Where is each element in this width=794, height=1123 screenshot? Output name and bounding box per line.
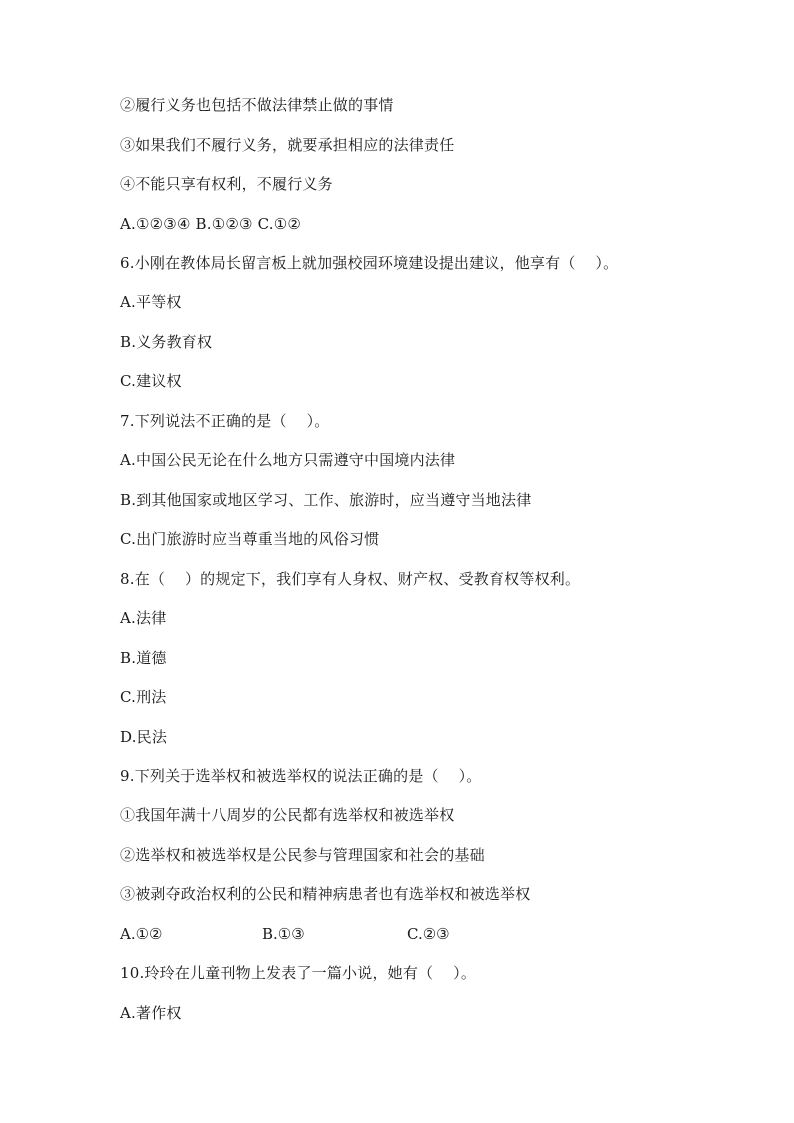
option-line: A.平等权 xyxy=(120,293,182,311)
option-line: C.刑法 xyxy=(120,688,167,706)
option-line: C.建议权 xyxy=(120,372,182,390)
question-10: 10.玲玲在儿童刊物上发表了一篇小说，她有（ ）。 xyxy=(120,964,477,982)
option-line: A.中国公民无论在什么地方只需遵守中国境内法律 xyxy=(120,451,456,469)
answer-options: A.①②③④ B.①②③ C.①② xyxy=(120,215,302,233)
text-line: ④不能只享有权利，不履行义务 xyxy=(120,175,333,193)
statement-line: ③被剥夺政治权利的公民和精神病患者也有选举权和被选举权 xyxy=(120,885,531,903)
q9-options-row xyxy=(120,924,520,944)
option-c: C.②③ xyxy=(407,925,450,943)
option-line: B.到其他国家或地区学习、工作、旅游时，应当遵守当地法律 xyxy=(120,491,532,509)
question-9: 9.下列关于选举权和被选举权的说法正确的是（ ）。 xyxy=(120,767,482,785)
text-line: ②履行义务也包括不做法律禁止做的事情 xyxy=(120,96,394,114)
question-7: 7.下列说法不正确的是（ ）。 xyxy=(120,412,330,430)
option-b: B.①③ xyxy=(262,925,305,943)
statement-line: ②选举权和被选举权是公民参与管理国家和社会的基础 xyxy=(120,846,485,864)
option-line: C.出门旅游时应当尊重当地的风俗习惯 xyxy=(120,530,380,548)
question-8: 8.在（ ）的规定下，我们享有人身权、财产权、受教育权等权利。 xyxy=(120,570,581,588)
option-a: A.①② xyxy=(120,925,163,943)
option-line: A.著作权 xyxy=(120,1004,182,1022)
option-line: A.法律 xyxy=(120,609,167,627)
statement-line: ①我国年满十八周岁的公民都有选举权和被选举权 xyxy=(120,806,455,824)
option-line: B.义务教育权 xyxy=(120,333,213,351)
option-line: B.道德 xyxy=(120,649,167,667)
option-line: D.民法 xyxy=(120,728,168,746)
text-line: ③如果我们不履行义务，就要承担相应的法律责任 xyxy=(120,136,455,154)
question-6: 6.小刚在教体局长留言板上就加强校园环境建设提出建议，他享有（ ）。 xyxy=(120,254,619,272)
